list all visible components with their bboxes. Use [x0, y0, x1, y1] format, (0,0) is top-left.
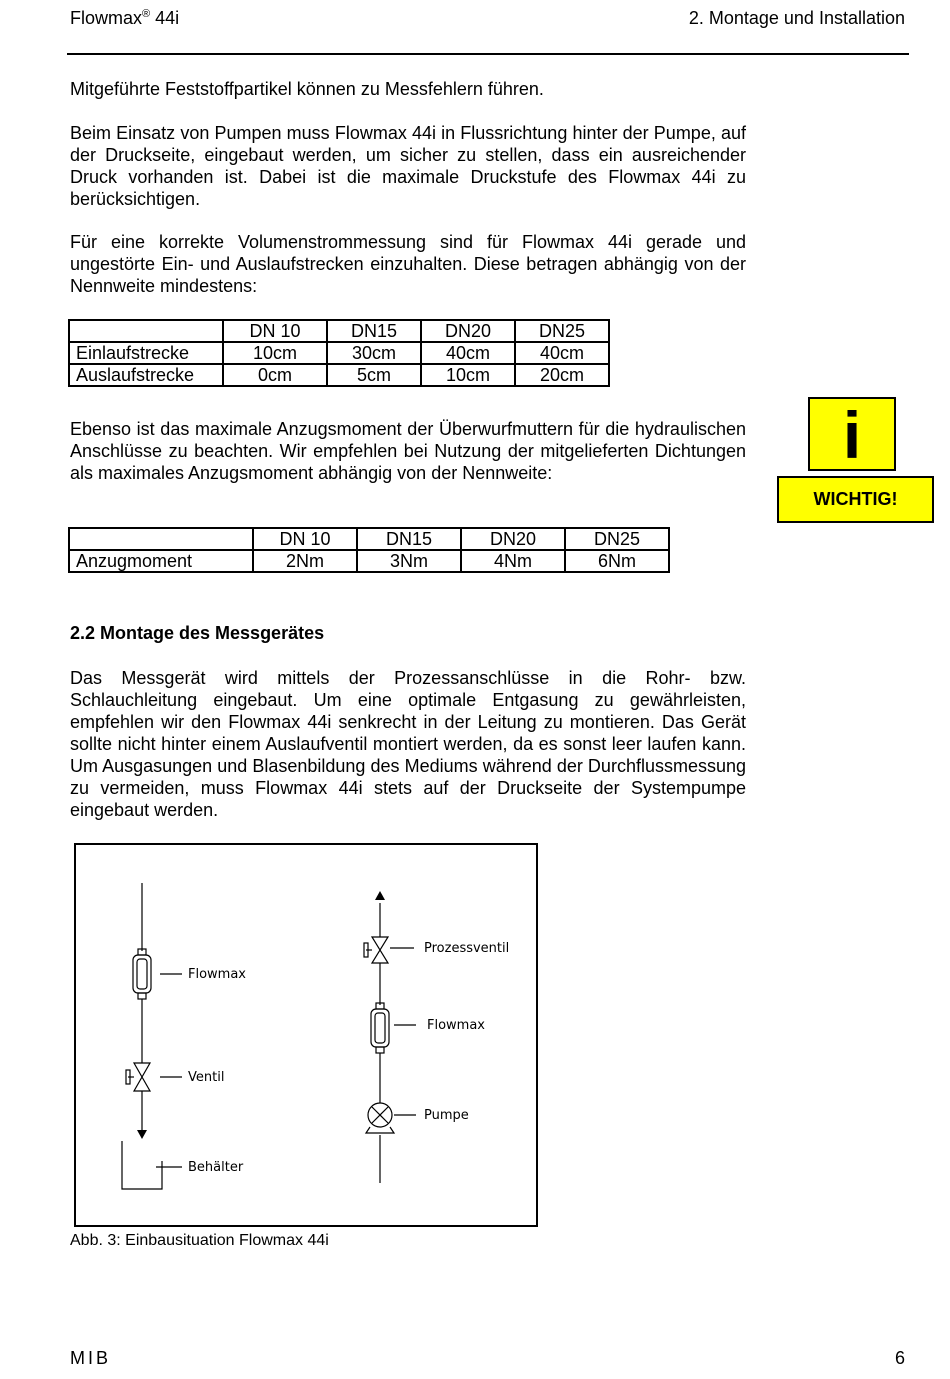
installation-diagram [76, 845, 536, 1225]
paragraph-flow-sections: Für eine korrekte Volumenstrommessung sind für Flowmax 44i gerade und ungestörte Ein- und Auslaufstrecken einzuhalten. Diese betragen abhängig von der Nennweite mindestens: [70, 232, 746, 296]
table-cell: 40cm [421, 342, 515, 364]
section-heading: 2.2 Montage des Messgerätes [70, 623, 325, 643]
header-section: 2. Montage und Installation [688, 8, 905, 28]
table-cell: 4Nm [461, 550, 565, 572]
table-cell: DN15 [357, 528, 461, 550]
container-icon [122, 1141, 162, 1189]
table-row [69, 364, 609, 386]
paragraph-pumps: Beim Einsatz von Pumpen muss Flowmax 44i in Flussrichtung hinter der Pumpe, auf der Druckseite, eingebaut werden, um sicher zu stellen, dass ein ausreichender Druck vorhanden ist. Dabei ist die maximale Druckstufe des Flowmax 44i zu berücksichtigen. [70, 123, 746, 209]
registered-mark: ® [142, 8, 151, 20]
paragraph-torque: Ebenso ist das maximale Anzugsmoment der Überwurfmuttern für die hydraulischen Anschlüsse zu beachten. Wir empfehlen bei Nutzung der mitgelieferten Dichtungen als maximales Anzugsmoment abhängig von der Nennweite: [70, 419, 746, 483]
info-glyph: i [842, 398, 862, 472]
table-cell: 10cm [223, 342, 327, 364]
info-icon [808, 397, 896, 471]
table-cell: Einlaufstrecke [69, 342, 223, 364]
table-cell: Auslaufstrecke [69, 364, 223, 386]
table-cell: DN20 [461, 528, 565, 550]
table-cell: 10cm [421, 364, 515, 386]
table-cell: 0cm [223, 364, 327, 386]
label-ventil: Ventil [188, 1070, 225, 1085]
table-cell: DN15 [327, 320, 421, 342]
table-cell: DN25 [515, 320, 609, 342]
arrow-up-icon [375, 891, 385, 900]
torque-table [68, 527, 670, 573]
label-flowmax-left: Flowmax [188, 967, 246, 982]
table-cell: Anzugmoment [69, 550, 253, 572]
figure-caption: Abb. 3: Einbausituation Flowmax 44i [70, 1232, 329, 1249]
table-cell [69, 320, 223, 342]
inlet-outlet-table [68, 319, 610, 387]
installation-figure [74, 843, 538, 1227]
table-cell: 20cm [515, 364, 609, 386]
paragraph-particles: Mitgeführte Feststoffpartikel können zu Messfehlern führen. [70, 79, 544, 99]
table-cell: DN 10 [223, 320, 327, 342]
table-cell: DN 10 [253, 528, 357, 550]
important-label: WICHTIG! [777, 476, 934, 523]
label-behaelter: Behälter [188, 1160, 244, 1175]
table-cell: 6Nm [565, 550, 669, 572]
pump-icon [366, 1103, 394, 1133]
table-header-row [69, 528, 669, 550]
table-cell: 40cm [515, 342, 609, 364]
paragraph-installation: Das Messgerät wird mittels der Prozessanschlüsse in die Rohr- bzw. Schlauchleitung eingebaut. Um eine optimale Entgasung zu gewährleisten, empfehlen wir den Flowmax 44i senkrecht in der Leitung zu montieren. Das Gerät sollte nicht hinter einem Auslaufventil montiert werden, da es sonst leer laufen kann. Um Ausgasungen und Blasenbildung des Mediums während der Durchflussmessung zu vermeiden, muss Flowmax 44i stets auf der Druckseite der Systempumpe eingebaut werden. [70, 668, 746, 820]
header-model: 44i [150, 8, 180, 28]
label-flowmax-right: Flowmax [427, 1018, 485, 1033]
page-number: 6 [894, 1348, 905, 1368]
table-cell: DN20 [421, 320, 515, 342]
table-cell: 3Nm [357, 550, 461, 572]
header-product [70, 8, 179, 29]
label-pumpe: Pumpe [424, 1108, 469, 1123]
header-product-name: Flowmax [70, 8, 143, 28]
table-cell: 5cm [327, 364, 421, 386]
table-cell: DN25 [565, 528, 669, 550]
table-row [69, 550, 669, 572]
arrow-down-icon [137, 1130, 147, 1139]
valve-icon [126, 1063, 150, 1091]
header-divider [67, 53, 909, 55]
flowmax-sensor-icon [133, 949, 151, 999]
table-header-row [69, 320, 609, 342]
table-cell: 30cm [327, 342, 421, 364]
table-cell [69, 528, 253, 550]
process-valve-icon [364, 937, 388, 963]
table-row [69, 342, 609, 364]
table-cell: 2Nm [253, 550, 357, 572]
flowmax-sensor-icon [371, 1003, 389, 1053]
footer-company: MIB [70, 1348, 112, 1368]
label-prozessventil: Prozessventil [424, 941, 510, 956]
